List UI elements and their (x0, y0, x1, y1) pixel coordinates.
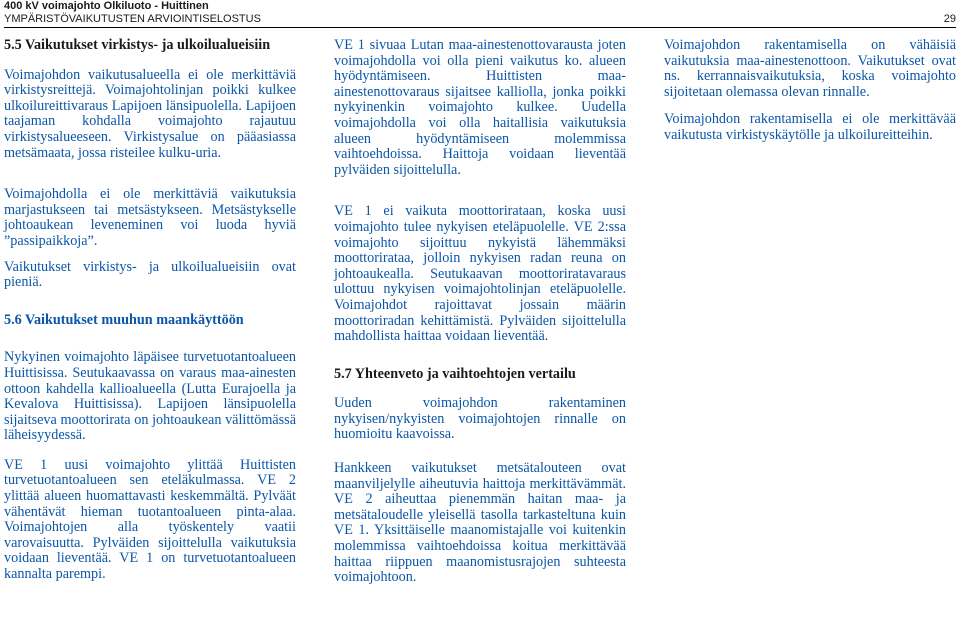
header-divider (4, 27, 956, 28)
paragraph: Nykyinen voimajohto läpäisee turvetuotantoalueen Huittisissa. Seutukaavassa on varaus maa-ainesten ottoon kahdella kallioalueella (Lutta Eurajoella ja Kevalova Huittisissa). Lapijoen länsipuolella sijaitseva moottorirata on johtoaukean välittömässä läheisyydessä. (4, 349, 296, 444)
paragraph: VE 1 ei vaikuta moottorirataan, koska uusi voimajohto tulee nykyisen eteläpuolelle. VE 2:ssa voimajohto sijoittuu nykyistä lähemmäksi moottorirataa, jolloin nykyisen radan reuna on johtoaukealla. Seutukaavan moottoriratavaraus ulottuu nykyisen voimajohtolinjan eteläpuolelle. Voimajohdot rajoittavat jossain määrin moottoriradan kehittämistä. Pylväiden sijoittelulla mahdollista haittaa voidaan lieventää. (334, 203, 626, 345)
report-subtitle: YMPÄRISTÖVAIKUTUSTEN ARVIOINTISELOSTUS (4, 13, 261, 25)
section-heading-5-5: 5.5 Vaikutukset virkistys- ja ulkoilualueisiin (4, 37, 271, 53)
section-heading-5-7: 5.7 Yhteenveto ja vaihtoehtojen vertailu (334, 365, 576, 382)
paragraph: VE 1 uusi voimajohto ylittää Huittisten turvetuotantoalueen sen eteläkulmassa. VE 2 ylittää alueen huomattavasti keskemmältä. Pylväät vähentävät hieman tuotantoalueen pinta-alaa. Voimajohtojen alla työskentely vaatii varovaisuutta. Pylväiden sijoittelulla vaikutuksia voidaan lieventää. VE 1 on turvetuotantoalueen kannalta parempi. (4, 456, 296, 583)
column-middle (334, 38, 626, 586)
paragraph: Voimajohdon vaikutusalueella ei ole merkittäviä virkistysreittejä. Voimajohtolinjan poikki kulkee ulkoilureittivaraus Lapijoen länsipuolella. Lapijoen taajaman kohdalla voimajohto rajautuu virkistysalueeseen. Virkistysalue on pääasiassa metsämaata, jossa risteilee kulku-uria. (4, 66, 296, 161)
column-right (664, 38, 956, 160)
section-heading-5-6: 5.6 Vaikutukset muuhun maankäyttöön (4, 311, 244, 328)
column-left (4, 38, 296, 583)
page-number: 29 (943, 13, 956, 25)
report-title: 400 kV voimajohto Olkiluoto - Huittinen (4, 0, 209, 12)
paragraph: Voimajohdon rakentamisella on vähäisiä vaikutuksia maa-ainestenottoon. Vaikutukset ovat ns. kerrannaisvaikutuksia, koska voimajohto sijoitetaan olemassa olevan rinnalle. (664, 37, 956, 100)
paragraph: Voimajohdolla ei ole merkittäviä vaikutuksia marjastukseen tai metsästykseen. Metsästykselle johtoaukean leveneminen voi luoda hyviä ”passipaikkoja”. (4, 186, 296, 249)
paragraph: VE 1 sivuaa Lutan maa-ainestenottovarausta joten voimajohdolla voi olla pieni vaikutus ko. alueen hyödyntämiseen. Huittisten maa-ainestenottovaraus sijaitsee kalliolla, jonka poikki nykyinenkin voimajohto kulkee. Uudella voimajohdolla voi olla haitallisia vaikutuksia alueen hyödyntämiseen molemmissa vaihtoehdoissa. Haittoja voidaan lieventää pylväiden sijoittelulla. (334, 37, 626, 178)
page-header (4, 0, 956, 26)
paragraph: Vaikutukset virkistys- ja ulkoilualueisiin ovat pieniä. (4, 258, 296, 291)
paragraph: Hankkeen vaikutukset metsätalouteen ovat maanviljelylle aiheutuvia haittoja merkittävämmät. VE 2 aiheuttaa pienemmän haitan maa- ja metsätaloudelle yleisellä tasolla tarkasteltuna kuin VE 1. Yksittäiselle maanomistajalle voi kuitenkin molemmissa vaihtoehdoissa koitua merkittävää haittaa riippuen maanomistusrajojen suhteesta voimajohtoon. (334, 460, 626, 586)
paragraph: Voimajohdon rakentamisella ei ole merkittävää vaikutusta virkistyskäytölle ja ulkoilureitteihin. (664, 111, 956, 143)
paragraph: Uuden voimajohdon rakentaminen nykyisen/nykyisten voimajohtojen rinnalle on huomioitu kaavoissa. (334, 395, 626, 443)
